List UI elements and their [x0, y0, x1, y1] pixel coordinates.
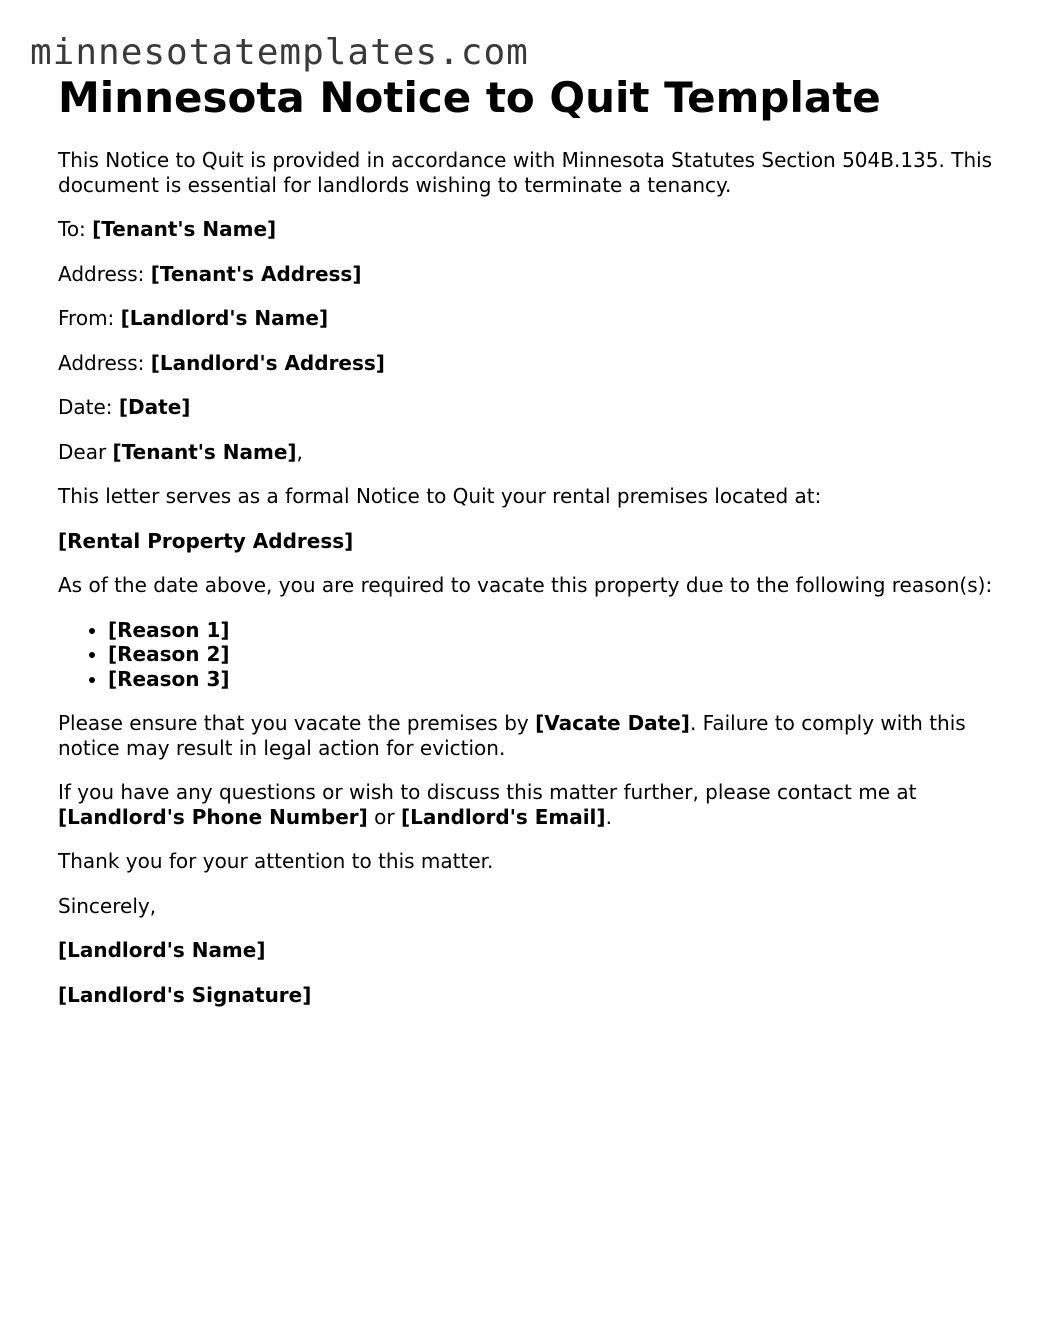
contact-paragraph — [58, 780, 998, 829]
contact-before: If you have any questions or wish to discuss this matter further, please contact me at — [58, 780, 917, 804]
list-item — [108, 642, 998, 667]
signoff-name-line — [58, 938, 998, 963]
salutation — [58, 440, 998, 465]
landlord-address-line — [58, 351, 998, 376]
watermark: minnesotatemplates.com — [30, 32, 529, 73]
vacate-after: . Failure to comply with this notice may result in legal action for eviction. — [58, 711, 966, 760]
tenant-address-value: [Tenant's Address] — [150, 261, 362, 286]
premises-paragraph: This letter serves as a formal Notice to Quit your rental premises located at: — [58, 484, 822, 508]
salutation-name: [Tenant's Name] — [112, 439, 297, 464]
thanks-paragraph: Thank you for your attention to this matter. — [58, 849, 494, 873]
landlord-address-label: Address: — [58, 350, 145, 375]
signoff-signature: [Landlord's Signature] — [58, 982, 312, 1007]
vacate-before: Please ensure that you vacate the premises by — [58, 711, 529, 735]
date-value: [Date] — [118, 395, 191, 419]
from-value: [Landlord's Name] — [120, 306, 329, 330]
reasons-intro: As of the date above, you are required to vacate this property due to the following reason(s): — [58, 573, 993, 597]
salutation-prefix: Dear — [58, 439, 107, 464]
landlord-address-value: [Landlord's Address] — [150, 350, 385, 375]
intro-paragraph: This Notice to Quit is provided in accordance with Minnesota Statutes Section 504B.135. This document is essential for landlords wishing to terminate a tenancy. — [58, 148, 993, 197]
reason-3: [Reason 3] — [108, 666, 230, 691]
contact-middle: or — [374, 804, 395, 829]
to-label: To: — [58, 217, 86, 241]
from-line — [58, 306, 998, 331]
contact-email: [Landlord's Email] — [401, 804, 606, 829]
signoff-name: [Landlord's Name] — [58, 938, 266, 962]
rental-address — [58, 529, 998, 554]
list-item — [108, 618, 998, 643]
reason-1: [Reason 1] — [108, 617, 230, 642]
list-item — [108, 667, 998, 692]
salutation-suffix: , — [296, 439, 303, 464]
vacate-date: [Vacate Date] — [535, 711, 690, 735]
to-line — [58, 217, 998, 242]
contact-after: . — [605, 804, 612, 829]
contact-phone: [Landlord's Phone Number] — [58, 804, 368, 829]
reasons-list — [58, 618, 998, 692]
from-label: From: — [58, 306, 115, 330]
page-title: Minnesota Notice to Quit Template — [58, 73, 881, 122]
to-value: [Tenant's Name] — [92, 217, 277, 241]
closing: Sincerely, — [58, 893, 157, 918]
reason-2: [Reason 2] — [108, 642, 230, 666]
signoff-signature-line — [58, 983, 998, 1008]
document — [58, 72, 998, 1027]
tenant-address-label: Address: — [58, 261, 145, 286]
date-label: Date: — [58, 395, 113, 419]
date-line — [58, 395, 998, 420]
tenant-address-line — [58, 262, 998, 287]
rental-address-value: [Rental Property Address] — [58, 528, 354, 553]
vacate-paragraph — [58, 711, 998, 760]
